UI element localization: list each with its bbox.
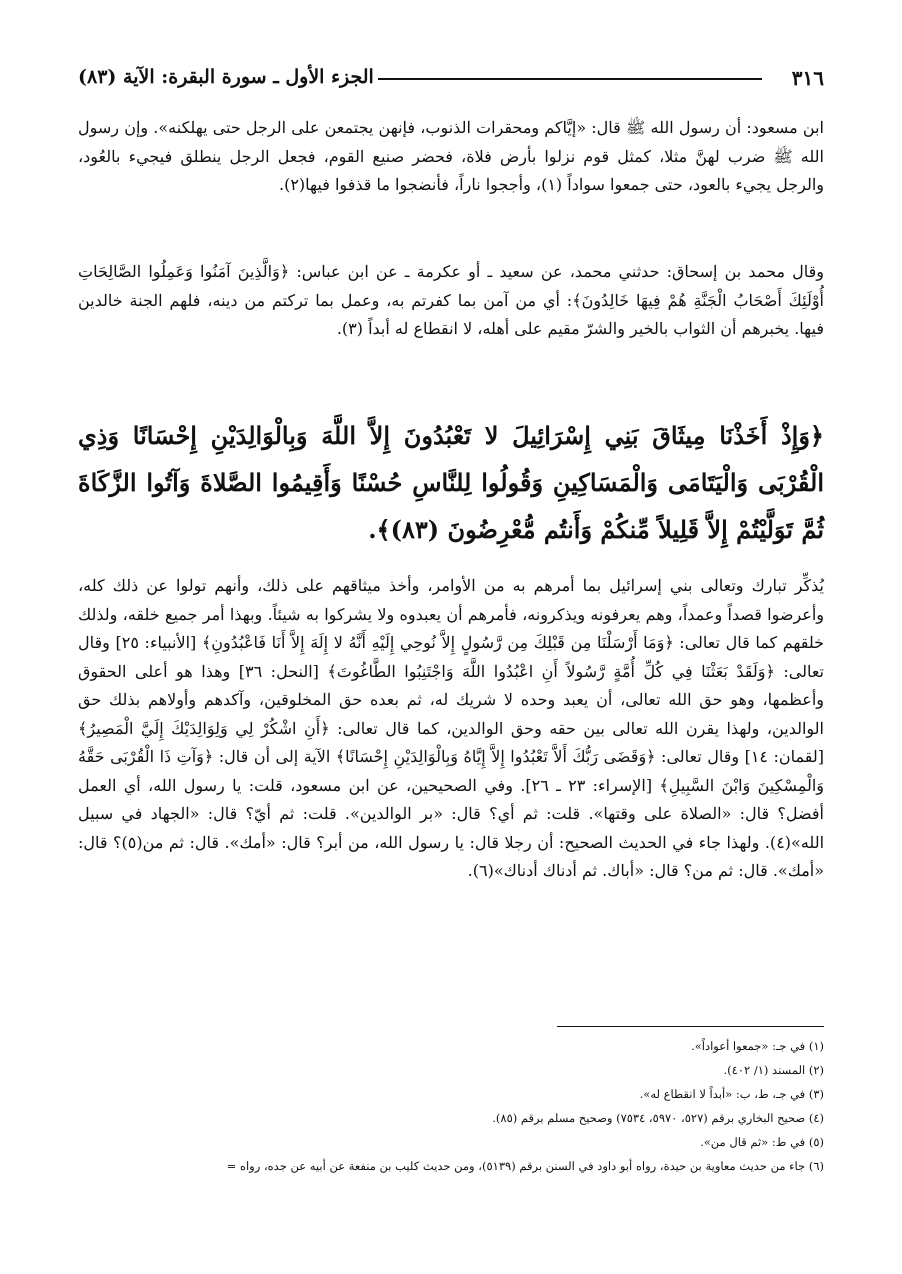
footnote-4: (٤) صحيح البخاري برقم (٥٢٧، ٥٩٧٠، ٧٥٣٤) وصحيح مسلم برقم (٨٥). xyxy=(492,1111,824,1125)
footnote-separator xyxy=(557,1026,824,1027)
footnote-1: (١) في جـ: «جمعوا أعواداً». xyxy=(691,1039,824,1053)
header-rule xyxy=(378,78,762,80)
paragraph-ibn-ishaq: وقال محمد بن إسحاق: حدثني محمد، عن سعيد ـ أو عكرمة ـ عن ابن عباس: ﴿وَالَّذِينَ آمَنُوا وَعَمِلُوا الصَّالِحَاتِ أُوْلَئِكَ أَصْحَابُ الْجَنَّةِ هُمْ فِيهَا خَالِدُونَ﴾: أي من آمن بما كفرتم به، وعمل بما تركتم من دينه، فلهم الجنة خالدين فيها. يخبرهم أن الثواب بالخير والشرّ مقيم على أهله، لا انقطاع له أبداً (٣). xyxy=(78,262,824,338)
running-title: الجزء الأول ـ سورة البقرة: الآية (٨٣) xyxy=(78,66,374,88)
paragraph-tafsir: يُذكِّر تبارك وتعالى بني إسرائيل بما أمرهم به من الأوامر، وأخذ ميثاقهم على ذلك، وأنهم تولوا عن ذلك كله، وأعرضوا قصداً وعمداً، وهم يعرفونه ويذكرونه، فأمرهم أن يعبدوه ولا يشركوا به شيئاً. وبهذا أمر جميع خلقه، ولذلك خلقهم كما قال تعالى: ﴿وَمَا أَرْسَلْنَا مِن قَبْلِكَ مِن رَّسُولٍ إِلاَّ نُوحِي إِلَيْهِ أَنَّهُ لا إِلَهَ إِلاَّ أَنَا فَاعْبُدُونِ﴾ [الأنبياء: ٢٥] وقال تعالى: ﴿وَلَقَدْ بَعَثْنَا فِي كُلِّ أُمَّةٍ رَّسُولاً أَنِ اعْبُدُوا اللَّهَ وَاجْتَنِبُوا الطَّاغُوتَ﴾ [النحل: ٣٦] وهذا هو أعلى الحقوق وأعظمها، وهو حق الله تعالى، أن يعبد وحده لا شريك له، ثم بعده حق المخلوقين، وآكدهم وأولاهم بذلك حق الوالدين، ولهذا يقرن الله تعالى بين حقه وحق الوالدين، كما قال تعالى: ﴿أَنِ اشْكُرْ لِي وَلِوَالِدَيْكَ إِلَيَّ الْمَصِيرُ﴾ [لقمان: ١٤] وقال تعالى: ﴿وَقَضَى رَبُّكَ أَلاَّ تَعْبُدُوا إِلاَّ إِيَّاهُ وَبِالْوَالِدَيْنِ إِحْسَانًا﴾ الآية إلى أن قال: ﴿وَآتِ ذَا الْقُرْبَى حَقَّهُ وَالْمِسْكِينَ وَابْنَ السَّبِيلِ﴾ [الإسراء: ٢٣ ـ ٢٦]. وفي الصحيحين، عن ابن مسعود، قلت: يا رسول الله، أي العمل أفضل؟ قال: «الصلاة على وقتها». قلت: ثم أي؟ قال: «بر الوالدين». قلت: ثم أيّ؟ قال: «الجهاد في سبيل الله»(٤). ولهذا جاء في الحديث الصحيح: أن رجلا قال: يا رسول الله، من أبر؟ قال: «أمك». قال: ثم من(٥)؟ قال: «أمك». قال: ثم من؟ قال: «أباك. ثم أدناك أدناك»(٦). xyxy=(78,576,825,880)
quran-verse-83: ﴿وَإِذْ أَخَذْنَا مِيثَاقَ بَنِي إِسْرَائِيلَ لا تَعْبُدُونَ إِلاَّ اللَّهَ وَبِالْوَالِدَيْنِ إِحْسَانًا وَذِي الْقُرْبَى وَالْيَتَامَى وَالْمَسَاكِينِ وَقُولُوا لِلنَّاسِ حُسْنًا وَأَقِيمُوا الصَّلاةَ وَآتُوا الزَّكَاةَ ثُمَّ تَوَلَّيْتُمْ إِلاَّ قَلِيلاً مِّنكُمْ وَأَنتُم مُّعْرِضُونَ (٨٣)﴾. xyxy=(78,421,825,544)
footnote-3: (٣) في جـ، ط، ب: «أبداً لا انقطاع له». xyxy=(639,1087,824,1101)
paragraph-hadith: ابن مسعود: أن رسول الله ﷺ قال: «إيَّاكم ومحقرات الذنوب، فإنهن يجتمعن على الرجل حتى يهلكنه». وإن رسول الله ﷺ ضرب لهنَّ مثلا، كمثل قوم نزلوا بأرض فلاة، فحضر صنيع القوم، فجعل الرجل ينطلق فيجيء بالعُود، والرجل يجيء بالعود، حتى جمعوا سواداً (١)، وأججوا ناراً، فأنضجوا ما قذفوا فيها(٢). xyxy=(78,118,824,194)
page-number: ٣١٦ xyxy=(791,66,824,90)
footnote-6: (٦) جاء من حديث معاوية بن حيدة، رواه أبو داود في السنن برقم (٥١٣٩)، ومن حديث كليب بن منفعة عن أبيه عن جده، رواه = xyxy=(226,1159,824,1173)
footnote-5: (٥) في ط: «ثم قال من». xyxy=(700,1135,824,1149)
footnote-2: (٢) المسند (١/ ٤٠٢). xyxy=(723,1063,824,1077)
page-header xyxy=(78,64,824,94)
footnotes xyxy=(78,1034,824,1178)
